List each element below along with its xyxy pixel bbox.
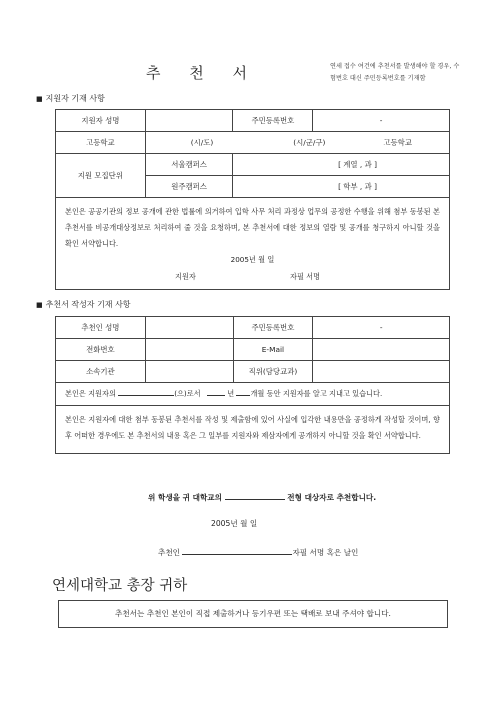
- relation-pre: 본인은 지원자의: [65, 389, 116, 398]
- org-field[interactable]: [145, 361, 233, 383]
- recommender-sign-label: 자필 서명 혹은 날인: [292, 548, 359, 557]
- recommender-sign-line: [158, 545, 358, 558]
- recommend-pre: 위 학생을 귀 대학교의: [148, 493, 222, 502]
- relation-post: 개월 동안 지원자를 알고 지내고 있습니다.: [250, 389, 383, 398]
- name-label: 지원자 성명: [56, 110, 146, 132]
- section1-heading: ■ 지원자 기재 사항: [36, 94, 105, 103]
- id-field[interactable]: -: [313, 110, 450, 132]
- unit-label: 지원 모집단위: [56, 154, 146, 198]
- position-label: 직위(담당교과): [233, 361, 313, 383]
- relation-as: (으)로서: [174, 389, 201, 398]
- relation-field[interactable]: [118, 386, 174, 396]
- consent-text: 본인은 공공기관의 정보 공개에 관한 법률에 의거하여 입학 사무 처리 과정상 업무의 공정한 수행을 위해 첨부 동봉된 본 추천서를 비공개대상정보로 처리하여 줄 것을 요청하며, 본 추천서에 대한 정보의 열람 및 공개를 청구하지 아니할 것을 확인 서약합니다.: [65, 207, 440, 248]
- consent-cell: [56, 198, 450, 290]
- highschool-label: 고등학교: [56, 132, 146, 154]
- section2-heading: ■ 추천서 작성자 기재 사항: [36, 300, 131, 309]
- recommend-statement: [148, 490, 376, 503]
- seoul-campus: 서울캠퍼스: [145, 154, 233, 176]
- email-label: E-Mail: [233, 339, 313, 361]
- email-field[interactable]: [313, 339, 450, 361]
- months-field[interactable]: [236, 386, 250, 396]
- phone-label: 전화번호: [56, 339, 146, 361]
- recommend-post: 전형 대상자로 추천합니다.: [287, 493, 377, 502]
- applicant-sign[interactable]: 자필 서명: [290, 272, 321, 281]
- document-title: 추 천 서: [146, 64, 260, 82]
- admission-type-field[interactable]: [225, 490, 285, 500]
- square-bullet-icon: ■: [36, 301, 43, 309]
- footer-note: 추천서는 추천인 본인이 직접 제출하거나 등기우편 또는 택배로 보내 주셔야 합니다.: [115, 609, 391, 618]
- recommender-id-label: 주민등록번호: [233, 317, 313, 339]
- recommender-name-label: 추천인 성명: [56, 317, 146, 339]
- seoul-unit-field[interactable]: [ 계열 , 과 ]: [233, 154, 450, 176]
- square-bullet-icon: ■: [36, 95, 43, 103]
- recommender-name-field[interactable]: [145, 317, 233, 339]
- applicant-label: 지원자: [175, 272, 196, 281]
- consent-date: 2005년 월 일: [230, 255, 275, 264]
- position-field[interactable]: [313, 361, 450, 383]
- id-label: 주민등록번호: [233, 110, 313, 132]
- pledge-cell: [56, 406, 450, 454]
- name-field[interactable]: [145, 110, 233, 132]
- recommender-id-field[interactable]: -: [313, 317, 450, 339]
- addressee: 연세대학교 총장 귀하: [52, 578, 188, 594]
- wonju-unit-field[interactable]: [ 학부 , 과 ]: [233, 176, 450, 198]
- highschool-field[interactable]: [145, 132, 449, 154]
- years-field[interactable]: [207, 386, 225, 396]
- phone-field[interactable]: [145, 339, 233, 361]
- header-note: 연세 접수 여건에 추천서를 발생해야 할 경우, 수험번호 대신 주민등록번호를 기재함: [330, 63, 460, 82]
- wonju-campus: 원주캠퍼스: [145, 176, 233, 198]
- pledge-text: 본인은 지원자에 대한 첨부 동봉된 추천서를 작성 및 제출함에 있어 사실에 입각한 내용만을 공정하게 작성할 것이며, 향후 어떠한 경우에도 본 추천서의 내용 혹은 그 일부를 지원자와 제삼자에게 공개하지 아니할 것을 확인 서약합니다.: [65, 415, 440, 440]
- recommend-date: 2005년 월 일: [211, 519, 258, 528]
- si-do-label: (시/도): [190, 138, 214, 147]
- org-label: 소속기관: [56, 361, 146, 383]
- si-gun-gu-label: (시/군/구): [293, 138, 326, 147]
- recommender-label: 추천인: [158, 548, 181, 557]
- applicant-table: [55, 109, 450, 290]
- footer-note-box: [58, 600, 448, 628]
- recommender-table: [55, 316, 450, 454]
- recommender-sign-field[interactable]: [182, 545, 292, 555]
- relation-cell: [56, 383, 450, 406]
- highschool-suffix: 고등학교: [383, 138, 412, 147]
- relation-year: 년: [227, 389, 235, 398]
